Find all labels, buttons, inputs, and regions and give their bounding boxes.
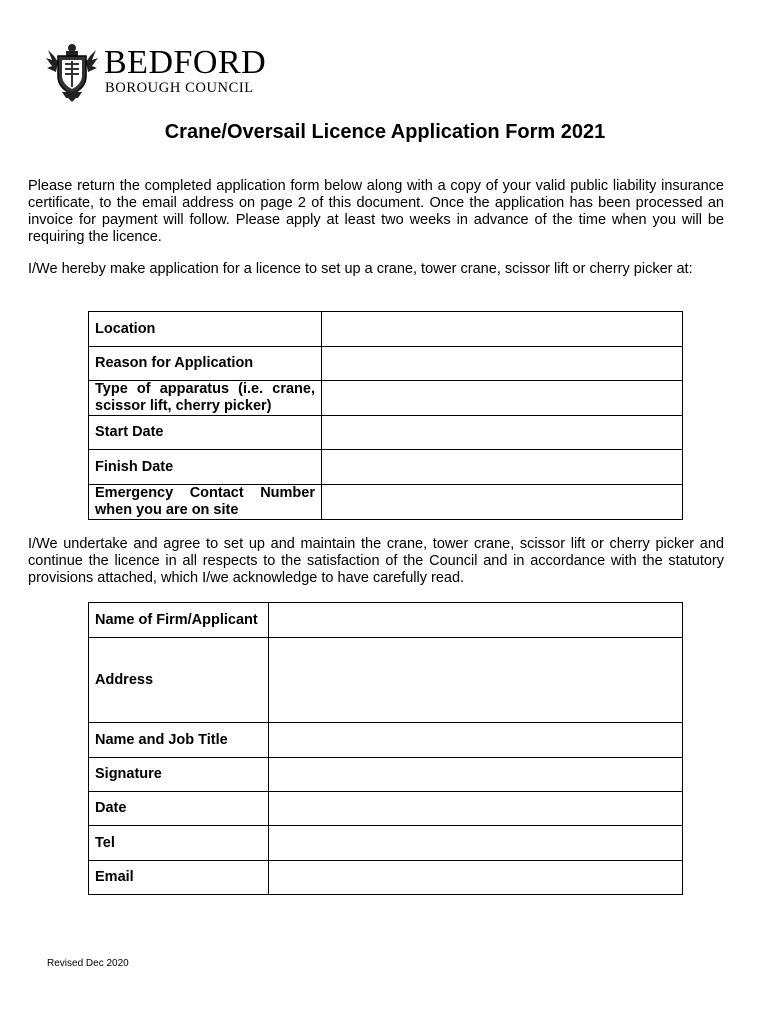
table-row <box>89 603 683 638</box>
org-name: BEDFORD <box>104 44 267 81</box>
table-row <box>89 758 683 792</box>
email-field[interactable] <box>269 861 683 895</box>
location-label: Location <box>89 312 322 347</box>
site-details-table <box>88 311 683 520</box>
start-date-label: Start Date <box>89 416 322 450</box>
intro-paragraph: Please return the completed application form below along with a copy of your valid public liability insurance certificate, to the email address on page 2 of this document. Once the application has been processed an invoice for payment will follow. Please apply at least two weeks in advance of the time when you will be requiring the licence. <box>28 178 724 245</box>
table-row <box>89 826 683 861</box>
table-row <box>89 723 683 758</box>
page-title: Crane/Oversail Licence Application Form 2021 <box>164 121 606 143</box>
date-field[interactable] <box>269 792 683 826</box>
location-field[interactable] <box>322 312 683 347</box>
apparatus-type-field[interactable] <box>322 381 683 416</box>
table-row <box>89 347 683 381</box>
finish-date-label: Finish Date <box>89 450 322 485</box>
tel-label: Tel <box>89 826 269 861</box>
reason-field[interactable] <box>322 347 683 381</box>
applicant-name-label: Name of Firm/Applicant <box>89 603 269 638</box>
emergency-contact-label: Emergency Contact Number when you are on site <box>95 485 315 518</box>
email-label: Email <box>89 861 269 895</box>
tel-field[interactable] <box>269 826 683 861</box>
address-label: Address <box>89 638 269 723</box>
apparatus-type-label: Type of apparatus (i.e. crane, scissor lift, cherry picker) <box>95 381 315 414</box>
reason-label: Reason for Application <box>89 347 322 381</box>
coat-of-arms-icon <box>44 42 100 102</box>
start-date-field[interactable] <box>322 416 683 450</box>
table-row <box>89 416 683 450</box>
address-field[interactable] <box>269 638 683 723</box>
table-row <box>89 381 683 416</box>
job-title-field[interactable] <box>269 723 683 758</box>
job-title-label: Name and Job Title <box>89 723 269 758</box>
signature-label: Signature <box>89 758 269 792</box>
table-row <box>89 861 683 895</box>
applicant-details-table <box>88 602 683 895</box>
finish-date-field[interactable] <box>322 450 683 485</box>
council-logo <box>44 42 274 102</box>
table-row <box>89 485 683 520</box>
table-row <box>89 312 683 347</box>
org-subtitle: BOROUGH COUNCIL <box>105 80 254 96</box>
emergency-contact-field[interactable] <box>322 485 683 520</box>
table-row <box>89 792 683 826</box>
undertaking-paragraph: I/We undertake and agree to set up and maintain the crane, tower crane, scissor lift or cherry picker and continue the licence in all respects to the satisfaction of the Council and in accordance with the statutory provisions attached, which I/we acknowledge to have carefully read. <box>28 536 724 586</box>
table-row <box>89 450 683 485</box>
applicant-name-field[interactable] <box>269 603 683 638</box>
application-statement: I/We hereby make application for a licence to set up a crane, tower crane, scissor lift or cherry picker at: <box>28 261 693 277</box>
table-row <box>89 638 683 723</box>
signature-field[interactable] <box>269 758 683 792</box>
revision-note: Revised Dec 2020 <box>47 958 129 969</box>
date-label: Date <box>89 792 269 826</box>
